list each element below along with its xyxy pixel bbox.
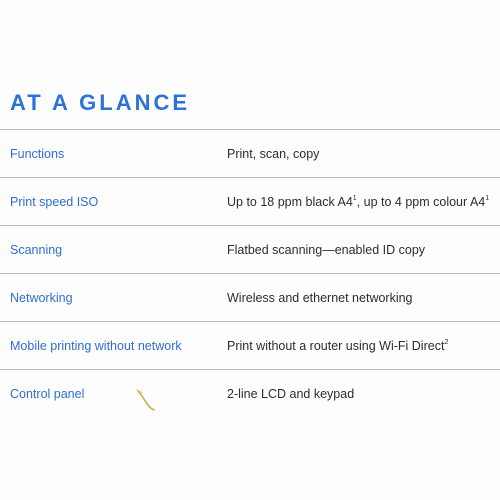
- specifications-table: [0, 129, 500, 417]
- spec-label: Scanning: [10, 243, 63, 257]
- spec-row-mobile-printing: [0, 321, 500, 369]
- spec-row-networking: [0, 273, 500, 321]
- footnote-marker-1: 1: [352, 194, 357, 202]
- spec-value: [227, 195, 489, 209]
- spec-value: [227, 339, 448, 353]
- spec-label: Networking: [10, 291, 73, 305]
- spec-value: Print, scan, copy: [227, 147, 320, 161]
- spec-row-scanning: [0, 225, 500, 273]
- spec-label: Print speed ISO: [10, 195, 99, 209]
- page-title: AT A GLANCE: [10, 90, 191, 115]
- spec-label: Functions: [10, 147, 65, 161]
- spec-row-print-speed: [0, 177, 500, 225]
- spec-value: 2-line LCD and keypad: [227, 387, 355, 401]
- spec-row-control-panel: [0, 369, 500, 417]
- spec-value: Wireless and ethernet networking: [227, 291, 413, 305]
- footnote-marker-2: 2: [444, 338, 449, 346]
- spec-value: Flatbed scanning—enabled ID copy: [227, 243, 426, 257]
- spec-label: Mobile printing without network: [10, 339, 182, 353]
- spec-row-functions: [0, 129, 500, 177]
- smudge-mark-icon: [136, 388, 156, 412]
- print-speed-colour: , up to 4 ppm colour A4: [356, 195, 486, 209]
- footnote-marker-1b: 1: [485, 194, 490, 202]
- spec-label: Control panel: [10, 387, 85, 401]
- print-speed-black: Up to 18 ppm black A4: [227, 195, 353, 209]
- wifi-direct-text: Print without a router using Wi-Fi Direct: [227, 339, 445, 353]
